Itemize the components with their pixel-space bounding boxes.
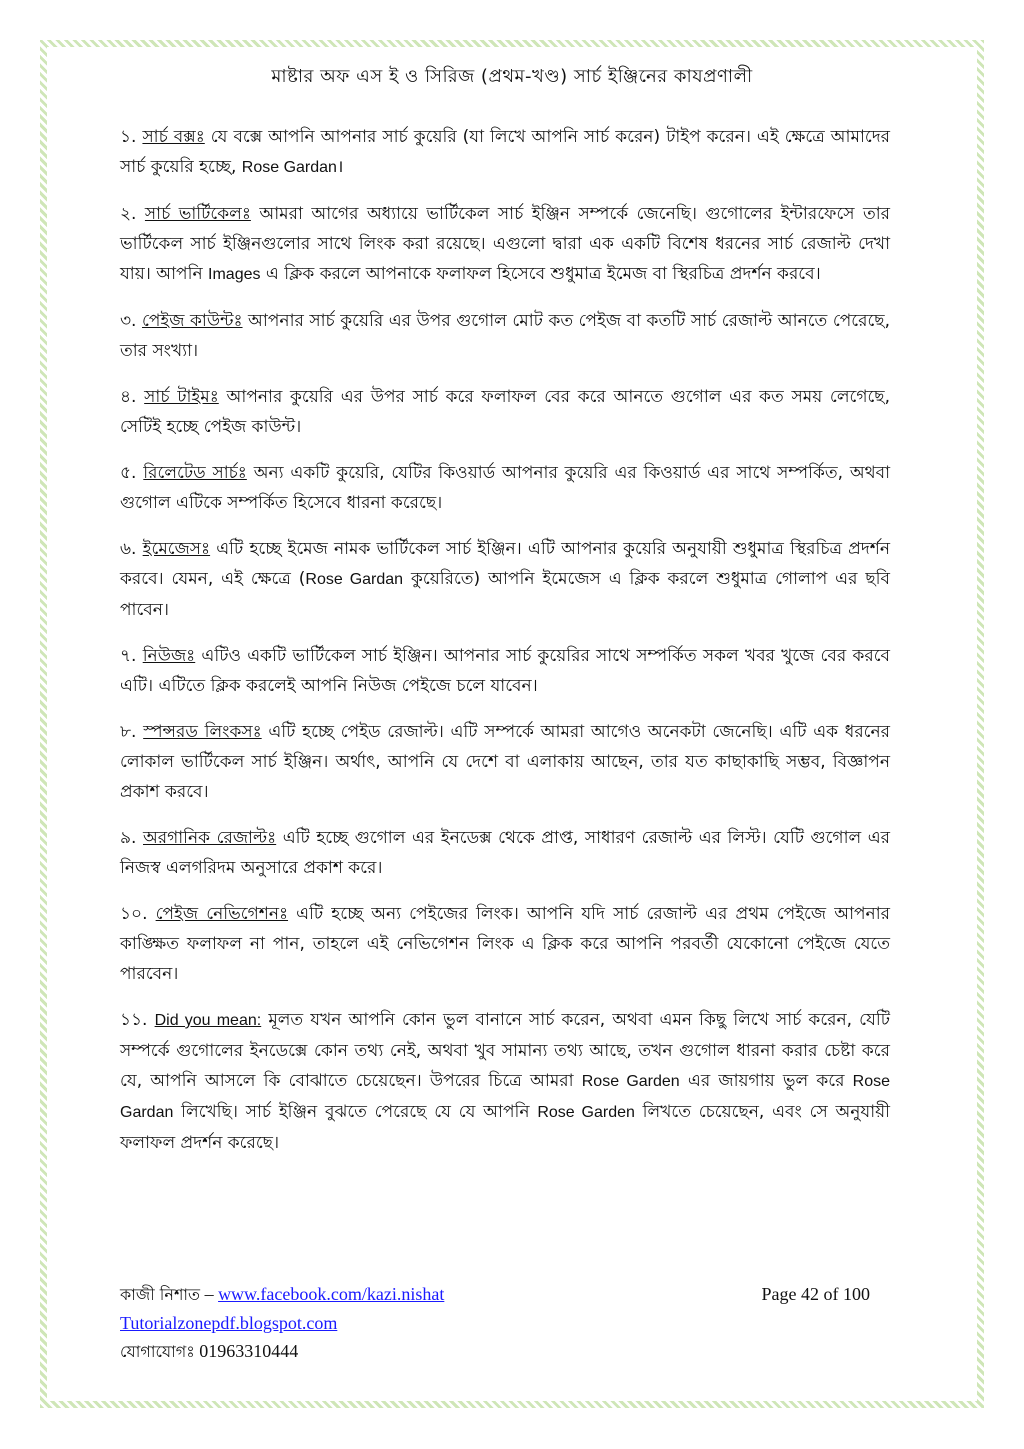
item-text: এটি হচ্ছে গুগোল এর ইনডেক্স থেকে প্রাপ্ত, সাধারণ রেজাল্ট এর লিস্ট। যেটি গুগোল এর নিজস্ব এলগরিদম অনুসারে প্রকাশ করে।: [120, 828, 891, 878]
footer-line-1: [120, 1280, 870, 1309]
item-text: Rose Garden: [581, 1073, 680, 1090]
item-heading: [156, 904, 288, 924]
page-number: Page 42 of 100: [761, 1284, 870, 1304]
blog-link[interactable]: Tutorialzonepdf.blogspot.com: [120, 1313, 338, 1333]
item-heading-text: নিউজ: [142, 646, 196, 666]
list-item: [120, 823, 890, 883]
item-heading: [143, 463, 247, 483]
item-text: কুয়েরিতে) আপনি ইমেজেস এ ক্লিক করলে শুধুমাত্র গোলাপ এর ছবি পাবেন।: [120, 569, 890, 620]
item-text: Images: [208, 266, 261, 283]
item-text: এর জায়গায় ভুল করে: [679, 1071, 853, 1091]
item-number: ১.: [120, 127, 137, 147]
item-heading: [155, 1012, 262, 1029]
footer-line-2: [120, 1309, 870, 1337]
item-number: ৫.: [120, 463, 137, 483]
item-text: লিখেছি। সার্চ ইঞ্জিন বুঝতে পেরেছে যে যে আপনি: [173, 1102, 538, 1122]
item-text: মূলত যখন আপনি কোন ভুল বানানে সার্চ করেন, অথবা এমন কিছু লিখে সার্চ করেন, যেটি সম্পর্কে গুগোলের ইনডেক্সে কোন তথ্য নেই, অথবা খুব সামান্য তথ্য আছে, তখন গুগোল ধারনা করার চেষ্টা করে যে, আপনি আসলে কি বোঝাতে চেয়েছেন। উপরের চিত্রে আমরা: [120, 1010, 890, 1091]
list-item: [120, 122, 890, 183]
contact-label: যোগাযোগঃ: [120, 1342, 195, 1361]
list-item: [120, 1005, 890, 1158]
item-heading: [142, 127, 204, 147]
item-heading-text: রিলেটেড সার্চ: [143, 463, 247, 483]
item-text: আমরা আগের অধ্যায়ে ভার্টিকেল সার্চ ইঞ্জিন সম্পর্কে জেনেছি। গুগোলের ইন্টারফেসে তার ভার্টিকেল সার্চ ইঞ্জিনগুলোর সাথে লিংক করা রয়েছে। এগুলো দ্বারা এক একটি বিশেষ ধরনের সার্চ রেজাল্ট দেখা যায়। আপনি: [120, 204, 890, 284]
item-text: আপনার সার্চ কুয়েরি এর উপর গুগোল মোট কত পেইজ বা কতটি সার্চ রেজাল্ট আনতে পেরেছে, তার সংখ্যা।: [120, 311, 890, 361]
item-text: এটি হচ্ছে অন্য পেইজের লিংক। আপনি যদি সার্চ রেজাল্ট এর প্রথম পেইজে আপনার কাঙ্ক্ষিত ফলাফল না পান, তাহলে এই নেভিগেশন লিংক এ ক্লিক করে আপনি পরবর্তী যেকোনো পেইজে যেতে পারবেন।: [120, 904, 890, 984]
item-heading-text: সার্চ টাইম: [144, 387, 219, 407]
item-heading-text: স্পন্সরড লিংকস: [143, 722, 262, 742]
list-item: [120, 534, 890, 625]
item-number: ২.: [120, 204, 137, 224]
item-heading: [143, 539, 210, 559]
item-heading-text: অরগানিক রেজাল্ট: [143, 828, 277, 848]
item-text: যে বক্সে আপনি আপনার সার্চ কুয়েরি (যা লিখে আপনি সার্চ করেন) টাইপ করেন। এই ক্ষেত্রে আমাদের সার্চ কুয়েরি হচ্ছে,: [120, 127, 890, 177]
item-text: Rose Gardan: [305, 571, 404, 588]
page-header-title: মাষ্টার অফ এস ই ও সিরিজ (প্রথম-খণ্ড) সার্চ ইঞ্জিনের কাযপ্রণালী: [271, 66, 753, 87]
item-text: ।: [336, 157, 344, 177]
item-heading: [143, 646, 196, 666]
item-heading: [145, 204, 251, 224]
item-heading: [143, 722, 262, 742]
facebook-link[interactable]: www.facebook.com/kazi.nishat: [218, 1284, 445, 1304]
item-number: ৪.: [120, 387, 137, 407]
item-text: অন্য একটি কুয়েরি, যেটির কিওয়ার্ড আপনার কুয়েরি এর কিওয়ার্ড এর সাথে সম্পর্কিত, অথবা গুগোল এটিকে সম্পর্কিত হিসেবে ধারনা করেছে।: [120, 463, 891, 513]
item-text: লিখতে চেয়েছেন, এবং সে অনুযায়ী ফলাফল প্রদর্শন করেছে।: [120, 1102, 890, 1153]
list-item: [120, 899, 890, 989]
item-heading-text: সার্চ ভার্টিকেল: [144, 204, 251, 224]
list-item: [120, 641, 890, 701]
item-number: ৬.: [120, 539, 137, 559]
contact-number: 01963310444: [194, 1341, 299, 1361]
author-name: কাজী নিশাত: [120, 1285, 201, 1304]
item-heading: [144, 387, 219, 407]
item-text: এ ক্লিক করলে আপনাকে ফলাফল হিসেবে শুধুমাত্র ইমেজ বা স্থিরচিত্র প্রদর্শন করবে।: [260, 264, 821, 284]
item-text: এটি হচ্ছে ইমেজ নামক ভার্টিকেল সার্চ ইঞ্জিন। এটি আপনার কুয়েরি অনুযায়ী শুধুমাত্র স্থিরচিত্র প্রদর্শন করবে। যেমন, এই ক্ষেত্রে (: [120, 539, 891, 589]
list-item: [120, 458, 890, 518]
page-footer: [120, 1280, 870, 1366]
item-text: Rose Gardan: [120, 1073, 891, 1121]
item-number: ১০.: [120, 904, 148, 924]
item-number: ৩.: [120, 311, 137, 331]
item-heading-text: সার্চ বক্স: [142, 127, 205, 147]
item-heading-text: ইমেজেস: [142, 539, 211, 559]
list-item: [120, 382, 890, 442]
item-number: ৯.: [120, 828, 137, 848]
item-number: ৭.: [120, 646, 137, 666]
list-item: [120, 717, 890, 807]
item-heading: [142, 311, 243, 331]
item-text: Rose Gardan: [241, 159, 337, 176]
item-heading-text: পেইজ কাউন্ট: [142, 311, 243, 331]
item-number: ৮.: [120, 722, 137, 742]
document-body: [120, 122, 890, 1174]
item-number: ১১.: [120, 1010, 148, 1030]
item-heading-text: পেইজ নেভিগেশন: [155, 904, 289, 924]
item-text: এটিও একটি ভার্টিকেল সার্চ ইঞ্জিন। আপনার সার্চ কুয়েরির সাথে সম্পর্কিত সকল খবর খুজে বের করবে এটি। এটিতে ক্লিক করলেই আপনি নিউজ পেইজে চলে যাবেন।: [120, 646, 890, 696]
item-heading: [143, 828, 276, 848]
list-item: [120, 306, 890, 366]
item-text: এটি হচ্ছে পেইড রেজাল্ট। এটি সম্পর্কে আমরা আগেও অনেকটা জেনেছি। এটি এক ধরনের লোকাল ভার্টিকেল সার্চ ইঞ্জিন। অর্থাৎ, আপনি যে দেশে বা এলাকায় আছেন, তার যত কাছাকাছি সম্ভব, বিজ্ঞাপন প্রকাশ করবে।: [120, 722, 891, 802]
item-text: আপনার কুয়েরি এর উপর সার্চ করে ফলাফল বের করে আনতে গুগোল এর কত সময় লেগেছে, সেটিই হচ্ছে পেইজ কাউন্ট।: [120, 387, 891, 437]
item-heading-text: Did you mean:: [154, 1012, 262, 1029]
footer-line-3: [120, 1337, 870, 1366]
item-text: Rose Garden: [537, 1104, 635, 1121]
list-item: [120, 199, 890, 290]
footer-dash: –: [200, 1284, 219, 1304]
